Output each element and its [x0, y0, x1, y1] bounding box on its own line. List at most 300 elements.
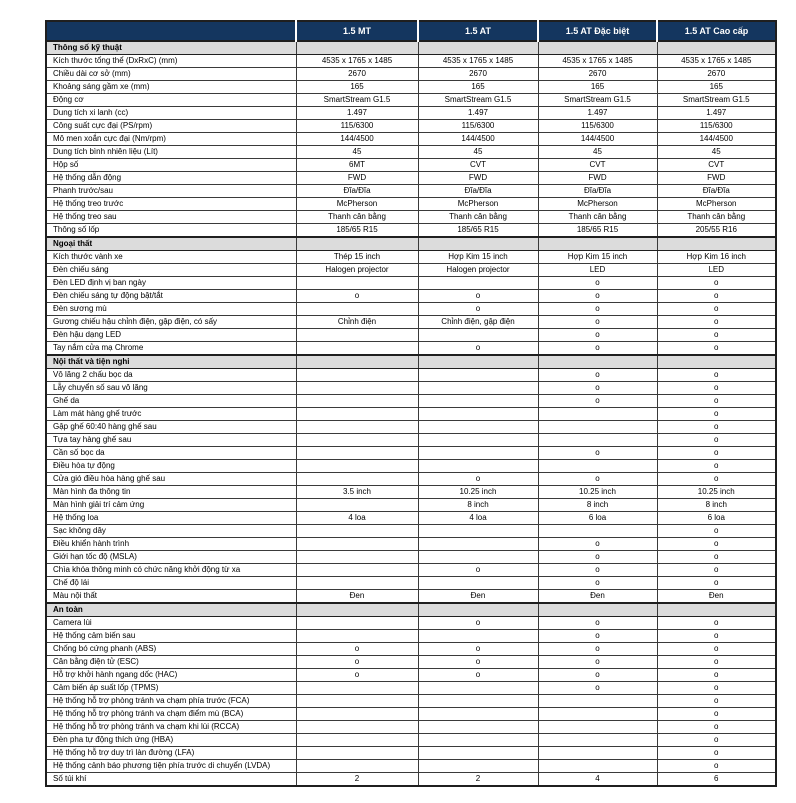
spec-value-cell: LED: [657, 264, 776, 277]
spec-value-cell: o: [538, 577, 657, 590]
spec-value-cell: o: [657, 290, 776, 303]
spec-row: [46, 159, 776, 172]
spec-value-cell: 6: [657, 773, 776, 787]
spec-value-cell: o: [657, 316, 776, 329]
spec-value-cell: o: [657, 577, 776, 590]
spec-row: [46, 473, 776, 486]
spec-table-body: [46, 41, 776, 786]
spec-row-label: Điều khiển hành trình: [46, 538, 296, 551]
spec-value-cell: [296, 564, 418, 577]
spec-value-cell: CVT: [538, 159, 657, 172]
spec-row-label: Dung tích xi lanh (cc): [46, 107, 296, 120]
spec-value-cell: [418, 421, 538, 434]
spec-row: [46, 146, 776, 159]
spec-value-cell: [538, 460, 657, 473]
spec-value-cell: [296, 499, 418, 512]
spec-row: [46, 68, 776, 81]
spec-row-label: Cân bằng điện tử (ESC): [46, 656, 296, 669]
spec-row: [46, 55, 776, 68]
spec-value-cell: Thanh cân bằng: [418, 211, 538, 224]
section-empty-cell: [657, 603, 776, 617]
spec-value-cell: o: [657, 682, 776, 695]
spec-row-label: Vô lăng 2 chấu bọc da: [46, 369, 296, 382]
spec-value-cell: 165: [657, 81, 776, 94]
spec-value-cell: o: [538, 447, 657, 460]
spec-value-cell: 1.497: [657, 107, 776, 120]
spec-value-cell: [418, 695, 538, 708]
spec-value-cell: [296, 447, 418, 460]
spec-value-cell: o: [538, 564, 657, 577]
spec-value-cell: o: [296, 656, 418, 669]
spec-row: [46, 329, 776, 342]
spec-row-label: Hệ thống loa: [46, 512, 296, 525]
spec-value-cell: [296, 695, 418, 708]
spec-row-label: Cần số bọc da: [46, 447, 296, 460]
spec-row-label: Hệ thống treo trước: [46, 198, 296, 211]
spec-value-cell: [296, 525, 418, 538]
spec-row-label: Hệ thống hỗ trợ phòng tránh va chạm điểm mù (BCA): [46, 708, 296, 721]
spec-value-cell: [296, 682, 418, 695]
spec-row-label: Hệ thống cảnh báo phương tiện phía trước di chuyển (LVDA): [46, 760, 296, 773]
spec-value-cell: Chỉnh điện: [296, 316, 418, 329]
spec-row: [46, 551, 776, 564]
spec-value-cell: Thanh cân bằng: [538, 211, 657, 224]
spec-value-cell: 8 inch: [657, 499, 776, 512]
spec-value-cell: [296, 551, 418, 564]
spec-value-cell: [296, 760, 418, 773]
spec-value-cell: 185/65 R15: [296, 224, 418, 238]
spec-value-cell: 144/4500: [418, 133, 538, 146]
section-empty-cell: [296, 237, 418, 251]
spec-value-cell: Hợp Kim 15 inch: [418, 251, 538, 264]
spec-value-cell: o: [296, 643, 418, 656]
spec-row-label: Dung tích bình nhiên liệu (Lít): [46, 146, 296, 159]
spec-row: [46, 395, 776, 408]
spec-value-cell: [418, 747, 538, 760]
spec-row: [46, 382, 776, 395]
spec-row-label: Đèn chiếu sáng: [46, 264, 296, 277]
section-empty-cell: [418, 237, 538, 251]
spec-value-cell: [418, 734, 538, 747]
section-row: [46, 603, 776, 617]
spec-value-cell: o: [657, 721, 776, 734]
spec-value-cell: [296, 708, 418, 721]
spec-row-label: Tay nắm cửa mạ Chrome: [46, 342, 296, 356]
spec-value-cell: 2: [296, 773, 418, 787]
section-title: Ngoại thất: [46, 237, 296, 251]
spec-value-cell: o: [538, 369, 657, 382]
spec-value-cell: FWD: [538, 172, 657, 185]
spec-value-cell: [418, 577, 538, 590]
spec-row-label: Số túi khí: [46, 773, 296, 787]
spec-value-cell: o: [657, 656, 776, 669]
spec-value-cell: 165: [418, 81, 538, 94]
spec-value-cell: 1.497: [418, 107, 538, 120]
spec-row-label: Đèn pha tự động thích ứng (HBA): [46, 734, 296, 747]
spec-value-cell: 45: [538, 146, 657, 159]
section-empty-cell: [538, 237, 657, 251]
spec-row-label: Chiều dài cơ sở (mm): [46, 68, 296, 81]
spec-value-cell: [418, 329, 538, 342]
spec-value-cell: o: [657, 630, 776, 643]
spec-value-cell: [418, 277, 538, 290]
spec-row-label: Màn hình đa thông tin: [46, 486, 296, 499]
spec-row-label: Đèn LED định vị ban ngày: [46, 277, 296, 290]
spec-row: [46, 486, 776, 499]
spec-row-label: Hệ thống hỗ trợ phòng tránh va chạm khi lùi (RCCA): [46, 721, 296, 734]
spec-value-cell: 3.5 inch: [296, 486, 418, 499]
spec-value-cell: FWD: [657, 172, 776, 185]
section-row: [46, 237, 776, 251]
spec-value-cell: o: [418, 303, 538, 316]
spec-value-cell: 6 loa: [538, 512, 657, 525]
spec-value-cell: [538, 734, 657, 747]
spec-row: [46, 577, 776, 590]
spec-value-cell: 144/4500: [296, 133, 418, 146]
spec-row: [46, 342, 776, 356]
spec-value-cell: [418, 682, 538, 695]
spec-value-cell: [296, 538, 418, 551]
spec-value-cell: [538, 421, 657, 434]
spec-value-cell: Đen: [296, 590, 418, 604]
spec-row: [46, 564, 776, 577]
column-header: 1.5 AT Cao cấp: [657, 21, 776, 41]
spec-value-cell: [538, 760, 657, 773]
spec-value-cell: 115/6300: [418, 120, 538, 133]
spec-row-label: Kích thước vành xe: [46, 251, 296, 264]
spec-value-cell: [418, 551, 538, 564]
spec-row-label: Lẫy chuyển số sau vô lăng: [46, 382, 296, 395]
spec-value-cell: o: [538, 329, 657, 342]
spec-value-cell: 10.25 inch: [418, 486, 538, 499]
spec-row-label: Gương chiếu hậu chỉnh điện, gập điện, có sấy: [46, 316, 296, 329]
spec-row-label: Hỗ trợ khởi hành ngang dốc (HAC): [46, 669, 296, 682]
spec-value-cell: 4535 x 1765 x 1485: [538, 55, 657, 68]
spec-value-cell: [296, 277, 418, 290]
spec-value-cell: 2670: [296, 68, 418, 81]
spec-value-cell: [296, 303, 418, 316]
spec-row: [46, 773, 776, 787]
spec-value-cell: 45: [657, 146, 776, 159]
spec-value-cell: o: [418, 473, 538, 486]
spec-value-cell: 205/55 R16: [657, 224, 776, 238]
corner-cell: [46, 21, 296, 41]
spec-value-cell: 4535 x 1765 x 1485: [657, 55, 776, 68]
spec-row-label: Đèn hậu dạng LED: [46, 329, 296, 342]
column-header: 1.5 MT: [296, 21, 418, 41]
spec-value-cell: [418, 408, 538, 421]
spec-value-cell: 45: [418, 146, 538, 159]
spec-value-cell: 2670: [418, 68, 538, 81]
spec-value-cell: McPherson: [538, 198, 657, 211]
spec-row-label: Hệ thống treo sau: [46, 211, 296, 224]
spec-value-cell: o: [538, 382, 657, 395]
spec-row-label: Cửa gió điều hòa hàng ghế sau: [46, 473, 296, 486]
spec-value-cell: o: [418, 290, 538, 303]
spec-row-label: Chống bó cứng phanh (ABS): [46, 643, 296, 656]
spec-value-cell: [418, 760, 538, 773]
spec-row: [46, 290, 776, 303]
spec-value-cell: [538, 434, 657, 447]
spec-row: [46, 251, 776, 264]
spec-row-label: Tựa tay hàng ghế sau: [46, 434, 296, 447]
spec-value-cell: 185/65 R15: [538, 224, 657, 238]
spec-value-cell: [418, 369, 538, 382]
spec-row-label: Công suất cực đại (PS/rpm): [46, 120, 296, 133]
spec-value-cell: 185/65 R15: [418, 224, 538, 238]
spec-value-cell: 115/6300: [538, 120, 657, 133]
spec-value-cell: [418, 447, 538, 460]
section-empty-cell: [657, 41, 776, 55]
section-empty-cell: [657, 355, 776, 369]
spec-row: [46, 643, 776, 656]
spec-row: [46, 224, 776, 238]
spec-value-cell: o: [657, 747, 776, 760]
spec-value-cell: 1.497: [538, 107, 657, 120]
spec-value-cell: o: [538, 316, 657, 329]
spec-value-cell: o: [657, 447, 776, 460]
spec-row: [46, 590, 776, 604]
spec-row: [46, 303, 776, 316]
spec-value-cell: o: [657, 643, 776, 656]
spec-row-label: Điều hòa tự động: [46, 460, 296, 473]
spec-value-cell: o: [657, 708, 776, 721]
spec-value-cell: o: [657, 382, 776, 395]
spec-value-cell: McPherson: [296, 198, 418, 211]
spec-value-cell: 144/4500: [657, 133, 776, 146]
spec-table-header: [46, 21, 776, 41]
spec-value-cell: 10.25 inch: [657, 486, 776, 499]
spec-value-cell: 4 loa: [418, 512, 538, 525]
spec-value-cell: o: [657, 695, 776, 708]
spec-row: [46, 721, 776, 734]
section-empty-cell: [538, 41, 657, 55]
spec-sheet: [45, 20, 777, 787]
spec-value-cell: 6MT: [296, 159, 418, 172]
spec-value-cell: [296, 734, 418, 747]
spec-value-cell: [296, 342, 418, 356]
spec-value-cell: [538, 408, 657, 421]
spec-row: [46, 708, 776, 721]
spec-value-cell: 165: [296, 81, 418, 94]
spec-value-cell: o: [657, 473, 776, 486]
spec-value-cell: o: [296, 669, 418, 682]
spec-value-cell: o: [418, 342, 538, 356]
spec-value-cell: o: [657, 564, 776, 577]
spec-value-cell: o: [657, 329, 776, 342]
spec-value-cell: 165: [538, 81, 657, 94]
spec-value-cell: o: [538, 303, 657, 316]
spec-row: [46, 107, 776, 120]
spec-value-cell: o: [657, 760, 776, 773]
spec-value-cell: o: [657, 342, 776, 356]
spec-row: [46, 81, 776, 94]
spec-row-label: Hệ thống dẫn động: [46, 172, 296, 185]
spec-value-cell: 115/6300: [296, 120, 418, 133]
spec-row: [46, 525, 776, 538]
spec-value-cell: [418, 708, 538, 721]
spec-row-label: Hệ thống hỗ trợ phòng tránh va chạm phía trước (FCA): [46, 695, 296, 708]
spec-value-cell: o: [657, 525, 776, 538]
column-header: 1.5 AT: [418, 21, 538, 41]
spec-value-cell: LED: [538, 264, 657, 277]
spec-value-cell: Đĩa/Đĩa: [657, 185, 776, 198]
spec-row-label: Màn hình giải trí cảm ứng: [46, 499, 296, 512]
spec-value-cell: o: [657, 408, 776, 421]
spec-row: [46, 277, 776, 290]
spec-row-label: Ghế da: [46, 395, 296, 408]
spec-value-cell: [296, 460, 418, 473]
section-empty-cell: [296, 603, 418, 617]
spec-value-cell: o: [538, 395, 657, 408]
spec-row: [46, 447, 776, 460]
spec-row-label: Cảm biến áp suất lốp (TPMS): [46, 682, 296, 695]
spec-value-cell: o: [657, 434, 776, 447]
spec-row: [46, 198, 776, 211]
section-empty-cell: [418, 355, 538, 369]
spec-value-cell: [418, 538, 538, 551]
section-empty-cell: [538, 355, 657, 369]
spec-row: [46, 434, 776, 447]
spec-value-cell: Hợp Kim 16 inch: [657, 251, 776, 264]
spec-row: [46, 669, 776, 682]
spec-row: [46, 734, 776, 747]
spec-value-cell: 45: [296, 146, 418, 159]
spec-value-cell: SmartStream G1.5: [538, 94, 657, 107]
section-title: Nội thất và tiện nghi: [46, 355, 296, 369]
spec-row-label: Kích thước tổng thể (DxRxC) (mm): [46, 55, 296, 68]
spec-value-cell: [296, 577, 418, 590]
spec-value-cell: 2: [418, 773, 538, 787]
spec-value-cell: o: [418, 564, 538, 577]
spec-row: [46, 512, 776, 525]
spec-value-cell: [296, 408, 418, 421]
spec-value-cell: [538, 525, 657, 538]
spec-value-cell: CVT: [418, 159, 538, 172]
section-empty-cell: [657, 237, 776, 251]
spec-row: [46, 760, 776, 773]
spec-value-cell: SmartStream G1.5: [418, 94, 538, 107]
spec-value-cell: o: [657, 369, 776, 382]
spec-value-cell: FWD: [296, 172, 418, 185]
section-empty-cell: [418, 603, 538, 617]
section-title: An toàn: [46, 603, 296, 617]
spec-value-cell: [418, 434, 538, 447]
section-row: [46, 355, 776, 369]
spec-value-cell: Đen: [538, 590, 657, 604]
spec-value-cell: McPherson: [418, 198, 538, 211]
spec-value-cell: [296, 382, 418, 395]
spec-value-cell: Thanh cân bằng: [657, 211, 776, 224]
spec-value-cell: o: [538, 669, 657, 682]
spec-value-cell: Đĩa/Đĩa: [296, 185, 418, 198]
spec-value-cell: 4 loa: [296, 512, 418, 525]
spec-value-cell: o: [657, 395, 776, 408]
section-empty-cell: [538, 603, 657, 617]
spec-row-label: Camera lùi: [46, 617, 296, 630]
spec-value-cell: [418, 382, 538, 395]
spec-value-cell: 2670: [657, 68, 776, 81]
spec-value-cell: Hợp Kim 15 inch: [538, 251, 657, 264]
spec-row-label: Động cơ: [46, 94, 296, 107]
spec-value-cell: o: [657, 460, 776, 473]
spec-row: [46, 94, 776, 107]
spec-value-cell: o: [657, 617, 776, 630]
spec-value-cell: Thép 15 inch: [296, 251, 418, 264]
spec-value-cell: o: [657, 538, 776, 551]
spec-row: [46, 133, 776, 146]
spec-value-cell: o: [657, 551, 776, 564]
spec-value-cell: o: [538, 656, 657, 669]
spec-value-cell: [418, 630, 538, 643]
spec-value-cell: o: [538, 643, 657, 656]
header-row: [46, 21, 776, 41]
spec-row-label: Thông số lốp: [46, 224, 296, 238]
section-title: Thông số kỹ thuật: [46, 41, 296, 55]
spec-value-cell: 4535 x 1765 x 1485: [296, 55, 418, 68]
spec-row: [46, 316, 776, 329]
spec-value-cell: 8 inch: [538, 499, 657, 512]
spec-value-cell: o: [296, 290, 418, 303]
spec-row: [46, 617, 776, 630]
spec-row: [46, 408, 776, 421]
spec-row: [46, 538, 776, 551]
spec-value-cell: Halogen projector: [296, 264, 418, 277]
section-empty-cell: [296, 355, 418, 369]
spec-value-cell: o: [538, 342, 657, 356]
spec-value-cell: SmartStream G1.5: [296, 94, 418, 107]
spec-value-cell: o: [538, 290, 657, 303]
spec-value-cell: o: [657, 277, 776, 290]
spec-value-cell: 4535 x 1765 x 1485: [418, 55, 538, 68]
spec-value-cell: [538, 695, 657, 708]
spec-value-cell: 1.497: [296, 107, 418, 120]
spec-value-cell: CVT: [657, 159, 776, 172]
spec-row: [46, 369, 776, 382]
spec-value-cell: [296, 630, 418, 643]
spec-value-cell: [296, 421, 418, 434]
spec-row-label: Mô men xoắn cực đại (Nm/rpm): [46, 133, 296, 146]
spec-row-label: Đèn chiếu sáng tự động bật/tắt: [46, 290, 296, 303]
spec-row: [46, 120, 776, 133]
spec-value-cell: [538, 721, 657, 734]
spec-value-cell: [296, 721, 418, 734]
spec-row-label: Màu nội thất: [46, 590, 296, 604]
spec-value-cell: [296, 369, 418, 382]
spec-value-cell: FWD: [418, 172, 538, 185]
spec-row-label: Làm mát hàng ghế trước: [46, 408, 296, 421]
spec-value-cell: Chỉnh điện, gập điện: [418, 316, 538, 329]
spec-value-cell: Thanh cân bằng: [296, 211, 418, 224]
spec-value-cell: o: [538, 473, 657, 486]
spec-value-cell: [296, 617, 418, 630]
spec-value-cell: 115/6300: [657, 120, 776, 133]
spec-value-cell: 8 inch: [418, 499, 538, 512]
spec-value-cell: Đĩa/Đĩa: [418, 185, 538, 198]
spec-value-cell: o: [657, 421, 776, 434]
spec-value-cell: Đĩa/Đĩa: [538, 185, 657, 198]
spec-table: [45, 20, 777, 787]
spec-row: [46, 211, 776, 224]
spec-value-cell: [418, 395, 538, 408]
spec-row: [46, 172, 776, 185]
spec-row-label: Đèn sương mù: [46, 303, 296, 316]
spec-value-cell: o: [657, 734, 776, 747]
spec-value-cell: o: [538, 277, 657, 290]
spec-value-cell: [418, 460, 538, 473]
spec-value-cell: o: [538, 682, 657, 695]
spec-row: [46, 630, 776, 643]
